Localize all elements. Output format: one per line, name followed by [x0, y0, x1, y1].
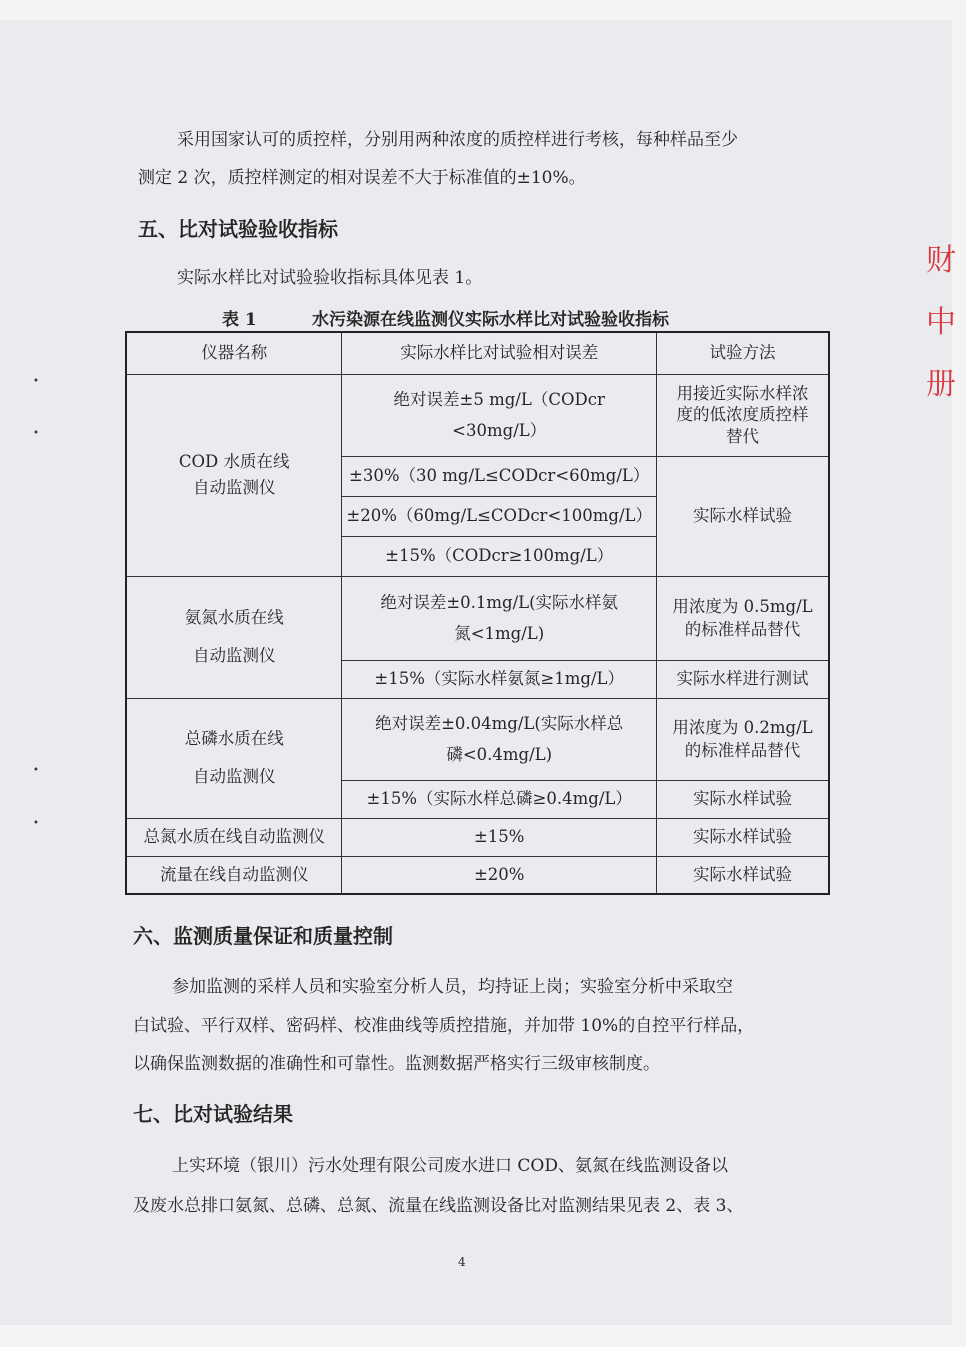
nh3-error-1 — [342, 576, 657, 660]
cod-name-line1: COD 水质在线 — [178, 452, 290, 472]
nh3-name-line1: 氨氮水质在线 — [184, 608, 284, 628]
cod-method-1-line2: 度的低浓度质控样 — [676, 405, 809, 425]
cod-error-4: ±15%（CODcr≥100mg/L） — [342, 536, 657, 576]
para1-line2: 测定 2 次，质控样测定的相对误差不大于标准值的±10%。 — [138, 168, 586, 188]
section6-line2: 白试验、平行双样、密码样、校准曲线等质控措施，并加带 10%的自控平行样品， — [133, 1016, 755, 1036]
tp-method-1-line2: 的标准样品替代 — [684, 741, 801, 760]
nh3-error-1-line1: 绝对误差±0.1mg/L(实际水样氨 — [380, 592, 619, 612]
binding-mark: • — [33, 376, 39, 387]
section5-intro: 实际水样比对试验验收指标具体见表 1。 — [177, 268, 483, 288]
page-number: 4 — [458, 1255, 466, 1269]
nh3-method-1-line2: 的标准样品替代 — [684, 620, 801, 639]
binding-mark: • — [33, 428, 39, 439]
cod-name-line2: 自动监测仪 — [192, 478, 276, 497]
tn-method: 实际水样试验 — [657, 818, 830, 856]
nh3-error-1-line2: 氮<1mg/L) — [454, 624, 545, 643]
header-relative-error: 实际水样比对试验相对误差 — [342, 332, 657, 374]
tp-method-1-line1: 用浓度为 0.2mg/L — [672, 717, 813, 737]
cod-method-2: 实际水样试验 — [657, 456, 830, 576]
header-method: 试验方法 — [657, 332, 830, 374]
binding-mark: • — [33, 818, 39, 829]
tp-name-line1: 总磷水质在线 — [184, 729, 284, 749]
cod-error-1-line2: <30mg/L） — [452, 421, 547, 440]
acceptance-criteria-table — [125, 331, 830, 895]
section6-line3: 以确保监测数据的准确性和可靠性。监测数据严格实行三级审核制度。 — [133, 1054, 660, 1074]
table-header-row — [126, 332, 829, 374]
nh3-method-1-line1: 用浓度为 0.5mg/L — [672, 596, 813, 616]
table-row — [126, 374, 829, 456]
flow-error: ±20% — [342, 856, 657, 894]
red-seal-stamp: 财 中 册 — [926, 243, 956, 402]
tp-error-1-line2: 磷<0.4mg/L) — [446, 745, 553, 764]
tp-method-2: 实际水样试验 — [657, 780, 830, 818]
flow-method: 实际水样试验 — [657, 856, 830, 894]
table-row — [126, 856, 829, 894]
tp-method-1 — [657, 698, 830, 780]
binding-mark: • — [33, 765, 39, 776]
cod-error-1 — [342, 374, 657, 456]
cod-method-1 — [657, 374, 830, 456]
nh3-error-2: ±15%（实际水样氨氮≥1mg/L） — [342, 660, 657, 698]
tp-error-1 — [342, 698, 657, 780]
table-caption-number: 表 1 — [222, 310, 257, 330]
nh3-name-line2: 自动监测仪 — [192, 646, 276, 665]
section5-heading: 五、比对试验验收指标 — [138, 217, 338, 241]
section7-line1: 上实环境（银川）污水处理有限公司废水进口 COD、氨氮在线监测设备以 — [172, 1156, 728, 1176]
table-row — [126, 576, 829, 660]
nh3-method-2: 实际水样进行测试 — [657, 660, 830, 698]
tp-error-2: ±15%（实际水样总磷≥0.4mg/L） — [342, 780, 657, 818]
cod-error-1-line1: 绝对误差±5 mg/L（CODcr — [393, 389, 605, 409]
tp-error-1-line1: 绝对误差±0.04mg/L(实际水样总 — [375, 713, 624, 733]
nh3-instrument-cell — [126, 576, 342, 698]
section7-line2: 及废水总排口氨氮、总磷、总氮、流量在线监测设备比对监测结果见表 2、表 3、 — [133, 1196, 744, 1216]
nh3-method-1 — [657, 576, 830, 660]
cod-instrument-cell — [126, 374, 342, 576]
table-caption-title: 水污染源在线监测仪实际水样比对试验验收指标 — [312, 310, 669, 330]
tn-error: ±15% — [342, 818, 657, 856]
header-instrument: 仪器名称 — [126, 332, 342, 374]
tp-instrument-cell — [126, 698, 342, 818]
table-row — [126, 818, 829, 856]
cod-method-1-line3: 替代 — [726, 426, 759, 446]
tn-instrument-cell: 总氮水质在线自动监测仪 — [126, 818, 342, 856]
tp-name-line2: 自动监测仪 — [192, 767, 276, 786]
section6-line1: 参加监测的采样人员和实验室分析人员，均持证上岗；实验室分析中采取空 — [172, 977, 733, 997]
flow-instrument-cell: 流量在线自动监测仪 — [126, 856, 342, 894]
para1-line1: 采用国家认可的质控样，分别用两种浓度的质控样进行考核，每种样品至少 — [177, 130, 738, 150]
cod-error-2: ±30%（30 mg/L≤CODcr<60mg/L） — [342, 456, 657, 496]
cod-method-1-line1: 用接近实际水样浓 — [676, 383, 809, 403]
cod-error-3: ±20%（60mg/L≤CODcr<100mg/L） — [342, 496, 657, 536]
table-row — [126, 698, 829, 780]
section6-heading: 六、监测质量保证和质量控制 — [133, 924, 393, 948]
section7-heading: 七、比对试验结果 — [133, 1102, 293, 1126]
